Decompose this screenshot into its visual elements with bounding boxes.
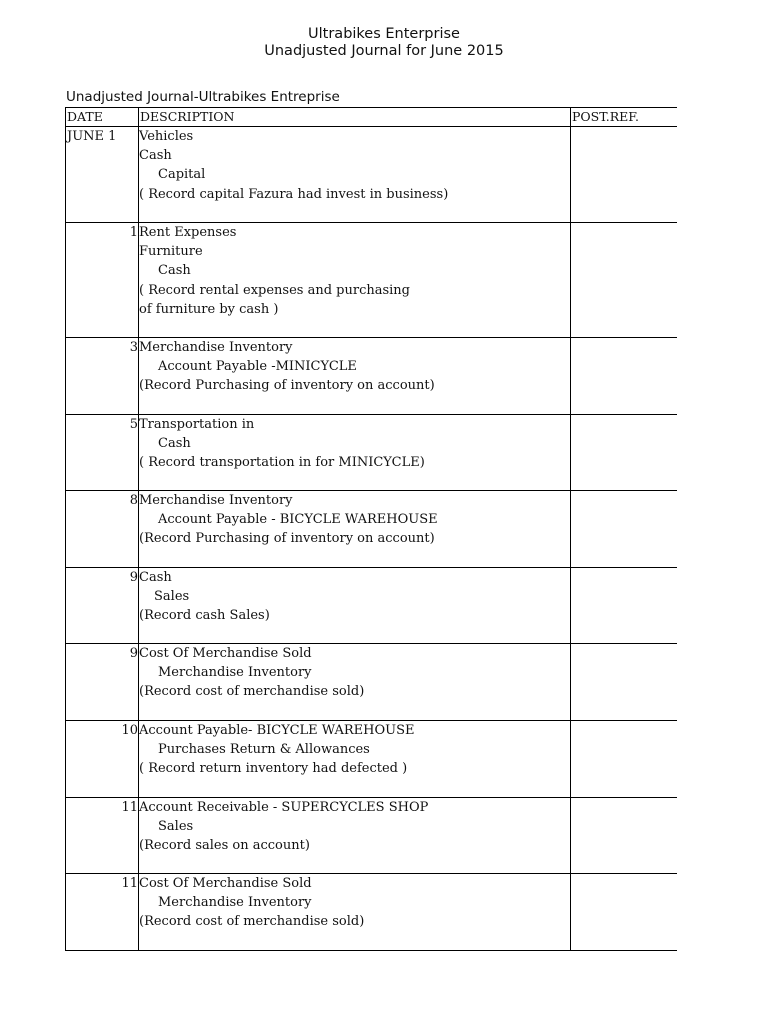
credit-account: Cash	[158, 263, 191, 279]
journal-entry-row	[66, 223, 677, 338]
journal-entry-row	[66, 415, 677, 491]
credit-account: Merchandise Inventory	[158, 665, 312, 681]
entry-post-ref	[571, 338, 677, 415]
entry-description	[139, 644, 571, 721]
journal-entry-row	[66, 721, 677, 798]
credit-account: Purchases Return & Allowances	[158, 742, 370, 758]
entry-date: 11	[66, 798, 139, 874]
debit-account: Cash	[139, 570, 172, 585]
entry-date: 1	[66, 223, 139, 338]
entry-date: JUNE 1	[66, 127, 139, 223]
entry-narration: (Record cost of merchandise sold)	[139, 684, 365, 700]
table-header-row	[66, 108, 677, 127]
entry-date: 8	[66, 491, 139, 568]
debit-account: Vehicles	[139, 129, 194, 144]
entry-narration: (Record cost of merchandise sold)	[139, 914, 365, 930]
debit-account: Transportation in	[139, 417, 255, 432]
entry-description	[139, 874, 571, 951]
table-caption: Unadjusted Journal-Ultrabikes Entreprise	[66, 89, 340, 105]
entry-narration: (Record Purchasing of inventory on account)	[139, 378, 435, 394]
entry-post-ref	[571, 223, 677, 338]
entry-narration: (Record cash Sales)	[139, 608, 270, 624]
entry-post-ref	[571, 415, 677, 491]
debit-account: Cost Of Merchandise Sold	[139, 876, 312, 891]
journal-entry-row	[66, 338, 677, 415]
debit-account: Cash	[139, 148, 172, 164]
journal-table	[65, 107, 677, 951]
entry-post-ref	[571, 644, 677, 721]
journal-entry-row	[66, 491, 677, 568]
credit-account: Sales	[158, 819, 194, 835]
entry-date: 10	[66, 721, 139, 798]
entry-narration: (Record Purchasing of inventory on account)	[139, 531, 435, 547]
journal-entry-row	[66, 127, 677, 223]
credit-account: Capital	[158, 167, 206, 183]
entry-description	[139, 491, 571, 568]
entry-date: 5	[66, 415, 139, 491]
entry-date: 9	[66, 568, 139, 644]
entry-post-ref	[571, 721, 677, 798]
journal-entry-row	[66, 644, 677, 721]
column-header-date: DATE	[66, 108, 139, 127]
entry-post-ref	[571, 127, 677, 223]
column-header-description: DESCRIPTION	[139, 108, 571, 127]
entry-narration: ( Record capital Fazura had invest in business)	[139, 186, 449, 202]
entry-description	[139, 798, 571, 874]
journal-entry-row	[66, 798, 677, 874]
credit-account: Sales	[154, 589, 190, 605]
journal-entry-row	[66, 568, 677, 644]
debit-account: Furniture	[139, 244, 203, 260]
journal-entry-row	[66, 874, 677, 951]
entry-date: 3	[66, 338, 139, 415]
entry-narration: ( Record rental expenses and purchasing	[139, 282, 411, 298]
entry-post-ref	[571, 491, 677, 568]
entry-description	[139, 338, 571, 415]
entry-description	[139, 721, 571, 798]
entry-post-ref	[571, 568, 677, 644]
credit-account: Account Payable -MINICYCLE	[158, 359, 357, 375]
debit-account: Cost Of Merchandise Sold	[139, 646, 312, 661]
entry-narration: ( Record return inventory had defected )	[139, 761, 408, 777]
entry-description	[139, 568, 571, 644]
debit-account: Rent Expenses	[139, 225, 237, 240]
entry-narration: of furniture by cash )	[139, 301, 279, 317]
credit-account: Merchandise Inventory	[158, 895, 312, 911]
entry-post-ref	[571, 798, 677, 874]
entry-description	[139, 223, 571, 338]
debit-account: Account Receivable - SUPERCYCLES SHOP	[139, 800, 429, 815]
entry-post-ref	[571, 874, 677, 951]
credit-account: Cash	[158, 436, 191, 452]
entry-narration: (Record sales on account)	[139, 838, 310, 854]
entry-date: 11	[66, 874, 139, 951]
entry-narration: ( Record transportation in for MINICYCLE)	[139, 455, 425, 471]
debit-account: Account Payable- BICYCLE WAREHOUSE	[139, 723, 415, 738]
debit-account: Merchandise Inventory	[139, 493, 293, 508]
entry-description	[139, 415, 571, 491]
company-name: Ultrabikes Enterprise	[308, 26, 460, 42]
entry-description	[139, 127, 571, 223]
column-header-post-ref: POST.REF.	[571, 108, 677, 127]
credit-account: Account Payable - BICYCLE WAREHOUSE	[158, 512, 438, 528]
debit-account: Merchandise Inventory	[139, 340, 293, 355]
report-title: Unadjusted Journal for June 2015	[264, 43, 504, 59]
entry-date: 9	[66, 644, 139, 721]
